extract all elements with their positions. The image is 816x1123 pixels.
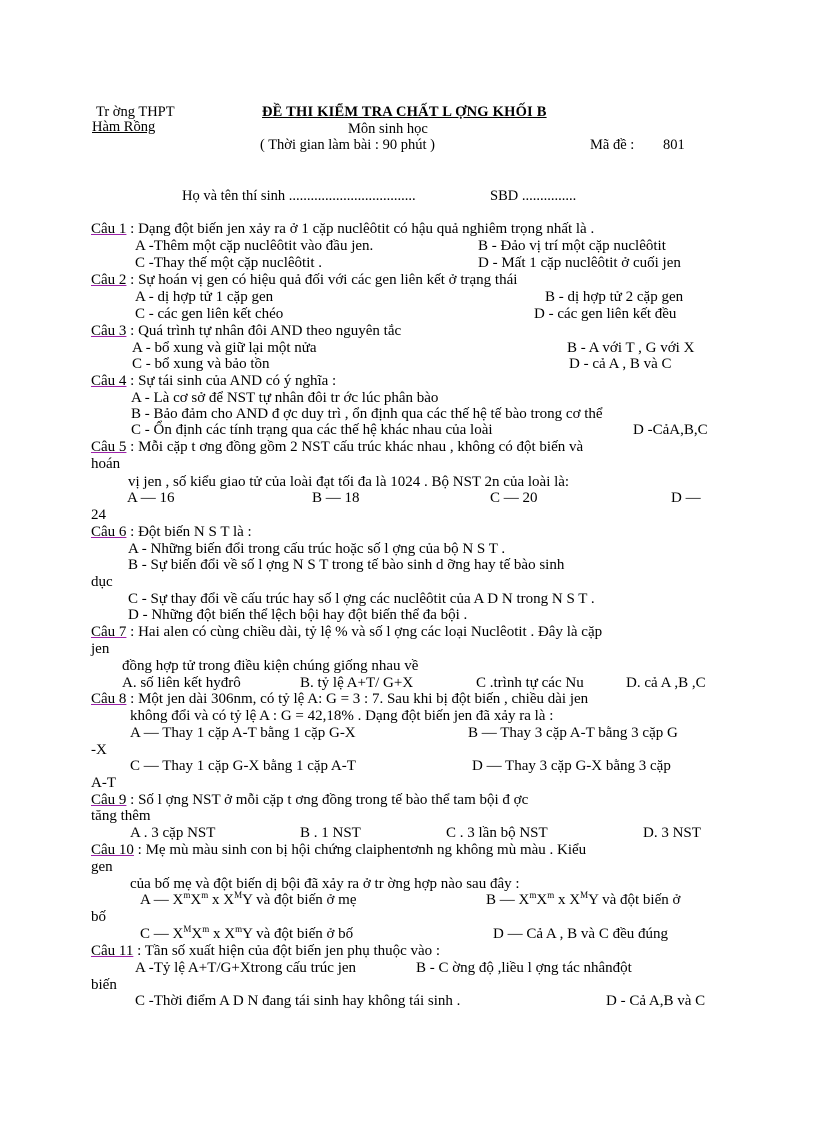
question-text: : Mỗi cặp t ơng đồng gồm 2 NST cấu trúc khác nhau , không có đột biến và (126, 439, 584, 455)
school-location: Hàm Rồng (92, 119, 156, 135)
option: C .trình tự các Nu (476, 675, 584, 691)
question-text: : Quá trình tự nhân đôi AND theo nguyên tắc (126, 323, 402, 339)
exam-code-label: Mã đề : (590, 137, 635, 153)
question-label: Câu 1 (91, 221, 127, 237)
option: A - bổ xung và giữ lại một nửa (132, 340, 317, 356)
question-text: : Sự tái sinh của AND có ý nghĩa : (126, 373, 337, 389)
question-text: : Dạng đột biến jen xảy ra ở 1 cặp nuclêôtit có hậu quả nghiêm trọng nhất là . (126, 221, 595, 237)
question-label: Câu 10 (91, 842, 134, 858)
question-label: Câu 9 (91, 792, 127, 808)
option-cont: A-T (91, 775, 116, 791)
question-text-cont: vị jen , số kiểu giao tử của loài đạt tối đa là 1024 . Bộ NST 2n của loài là: (128, 474, 570, 490)
question-5 (91, 439, 583, 456)
option: A — 16 (127, 490, 175, 506)
question-text: : Số l ợng NST ở mỗi cặp t ơng đồng trong tế bào thể tam bội đ ợc (126, 792, 529, 808)
option: D. 3 NST (643, 825, 701, 841)
option: C - Ổn định các tính trạng qua các thế hệ khác nhau của loài (131, 422, 493, 438)
option: A — $X^mX^m$ x $X^MY$ và đột biến ở mẹ (140, 890, 357, 908)
question-label: Câu 2 (91, 272, 127, 288)
question-7 (91, 624, 602, 641)
question-3 (91, 323, 401, 340)
option-cont: 24 (91, 507, 106, 523)
option: D - Cả A,B và C (606, 993, 706, 1009)
option: C — $X^MX^m$ x $X^mY$ và đột biến ở bố (140, 924, 354, 942)
option: B - dị hợp tử 2 cặp gen (545, 289, 684, 305)
option: D - các gen liên kết đều (534, 306, 677, 322)
question-text-cont: của bố mẹ và đột biến dị bội đã xảy ra ở tr ờng hợp nào sau đây : (130, 876, 520, 892)
question-8 (91, 691, 588, 708)
exam-code: 801 (663, 137, 685, 153)
question-label: Câu 3 (91, 323, 127, 339)
question-text: : Sự hoán vị gen có hiệu quả đối với các gen liên kết ở trạng thái (126, 272, 518, 288)
option: C — Thay 1 cặp G-X bằng 1 cặp A-T (130, 758, 356, 774)
option: D — Cả A , B và C đều đúng (493, 926, 668, 942)
option: B - Sự biến đổi về số l ợng N S T trong tế bào sinh d ỡng hay tế bào sinh (128, 557, 565, 573)
option: D - Mất 1 cặp nuclêôtit ở cuối jen (478, 255, 681, 271)
option: C . 3 lần bộ NST (446, 825, 548, 841)
option: D. cả A ,B ,C (626, 675, 706, 691)
option-cont: -X (91, 742, 107, 758)
school-name: Tr ờng THPT (96, 104, 175, 120)
question-text-cont: đồng hợp tử trong điều kiện chúng giống nhau về (122, 658, 419, 674)
option: D - cả A , B và C (569, 356, 672, 372)
question-label: Câu 11 (91, 943, 134, 959)
question-label: Câu 6 (91, 524, 127, 540)
question-4 (91, 373, 336, 390)
question-text-cont: tăng thêm (91, 808, 151, 824)
question-text-cont: hoán (91, 456, 121, 472)
option: A — Thay 1 cặp A-T bằng 1 cặp G-X (130, 725, 356, 741)
option-cont: biến (91, 977, 117, 993)
option: B . 1 NST (300, 825, 361, 841)
question-1 (91, 221, 594, 238)
question-text: : Đột biến N S T là : (126, 524, 252, 540)
student-name-field: Họ và tên thí sinh ................................... (182, 188, 416, 204)
question-6 (91, 524, 252, 541)
exam-title: ĐỀ THI KIỂM TRA CHẤT L ỢNG KHỐI B (262, 104, 547, 120)
option: B — 18 (312, 490, 360, 506)
question-text-cont: jen (91, 641, 110, 657)
option: D — (671, 490, 701, 506)
question-text-cont: không đổi và có tỷ lệ A : G = 42,18% . Dạng đột biến jen đã xảy ra là : (130, 708, 554, 724)
option: B - A với T , G với X (567, 340, 695, 356)
option: B — Thay 3 cặp A-T bằng 3 cặp G (468, 725, 678, 741)
question-text-cont: gen (91, 859, 113, 875)
option: C - các gen liên kết chéo (135, 306, 284, 322)
option: B. tỷ lệ A+T/ G+X (300, 675, 414, 691)
option: B - Đảo vị trí một cặp nuclêôtit (478, 238, 666, 254)
subject: Môn sinh học (348, 121, 428, 137)
question-text: : Hai alen có cùng chiều dài, tỷ lệ % và số l ợng các loại Nuclêotit . Đây là cặp (126, 624, 603, 640)
option: C - bổ xung và bảo tồn (132, 356, 270, 372)
time-allowed: ( Thời gian làm bài : 90 phút ) (260, 137, 435, 153)
option: C - Sự thay đổi về cấu trúc hay số l ợng các nuclêôtit của A D N trong N S T . (128, 591, 595, 607)
option: A - Là cơ sở để NST tự nhân đôi tr ớc lúc phân bào (131, 390, 439, 406)
option: A -Thêm một cặp nuclêôtit vào đầu jen. (135, 238, 374, 254)
question-text: : Mẹ mù màu sinh con bị hội chứng claiphentơnh ng không mù màu . Kiểu (133, 842, 587, 858)
question-text: : Tần số xuất hiện của đột biến jen phụ thuộc vào : (133, 943, 441, 959)
option: B — $X^mX^m$ x $X^MY$ và đột biến ở (486, 890, 681, 908)
question-2 (91, 272, 517, 289)
option: A -Tỷ lệ A+T/G+Xtrong cấu trúc jen (135, 960, 357, 976)
option: D — Thay 3 cặp G-X bằng 3 cặp (472, 758, 671, 774)
question-label: Câu 4 (91, 373, 127, 389)
option-cont: dục (91, 574, 113, 590)
question-11 (91, 943, 440, 960)
question-label: Câu 7 (91, 624, 127, 640)
option-cont: bố (91, 909, 106, 925)
question-label: Câu 5 (91, 439, 127, 455)
option: A - Những biến đổi trong cấu trúc hoặc số l ợng của bộ N S T . (128, 541, 506, 557)
option: D - Những đột biến thể lệch bội hay đột biến thể đa bội . (128, 607, 468, 623)
question-9 (91, 792, 528, 809)
option: B - Bảo đảm cho AND đ ợc duy trì , ổn định qua các thế hệ tế bào trong cơ thể (131, 406, 603, 422)
option: B - C ờng độ ,liều l ợng tác nhânđột (416, 960, 632, 976)
option: A . 3 cặp NST (130, 825, 216, 841)
sbd-field: SBD ............... (490, 188, 577, 204)
option: C -Thay thế một cặp nuclêôtit . (135, 255, 323, 271)
option: C -Thời điểm A D N đang tái sinh hay không tái sinh . (135, 993, 461, 1009)
option: A. số liên kết hyđrô (122, 675, 241, 691)
option: D -CảA,B,C (633, 422, 708, 438)
option: A - dị hợp tử 1 cặp gen (135, 289, 274, 305)
question-label: Câu 8 (91, 691, 127, 707)
question-text: : Một jen dài 306nm, có tỷ lệ A: G = 3 : 7. Sau khi bị đột biến , chiều dài jen (126, 691, 589, 707)
option: C — 20 (490, 490, 538, 506)
question-10 (91, 842, 586, 859)
